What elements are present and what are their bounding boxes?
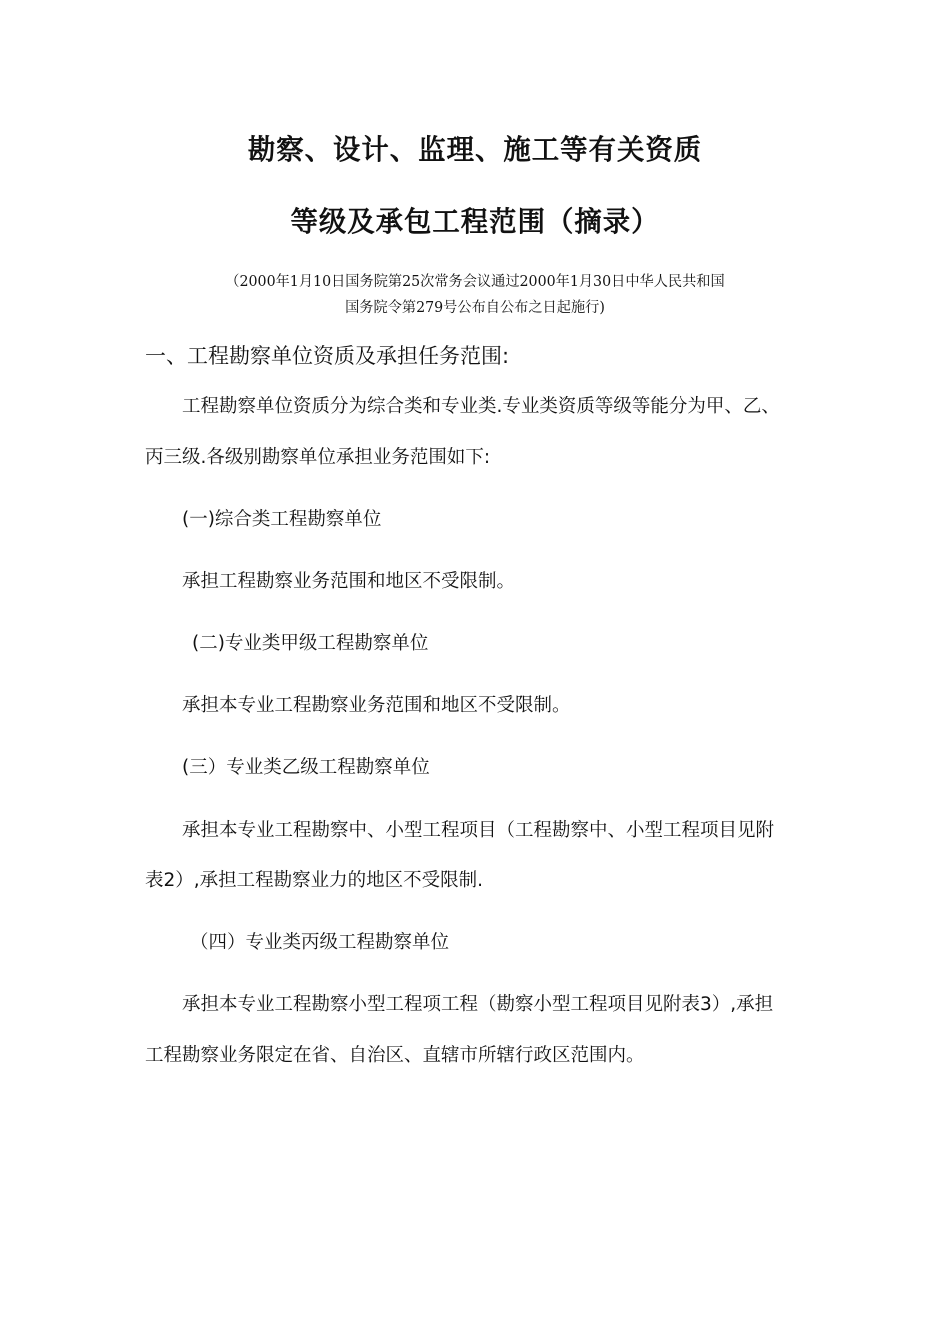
body-line: 工程勘察单位资质分为综合类和专业类.专业类资质等级等能分为甲、乙、	[182, 396, 780, 417]
section-heading: 一、工程勘察单位资质及承担任务范围:	[145, 344, 510, 368]
body-line: 工程勘察业务限定在省、自治区、直辖市所辖行政区范围内。	[145, 1045, 645, 1066]
body-line: 承担工程勘察业务范围和地区不受限制。	[182, 571, 516, 592]
document-subtitle-line2: 国务院令第279号公布自公布之日起施行)	[345, 300, 605, 316]
subsection-heading: (二)专业类甲级工程勘察单位	[192, 633, 429, 654]
subsection-heading: (三）专业类乙级工程勘察单位	[182, 757, 430, 778]
body-line: 承担本专业工程勘察小型工程项工程（勘察小型工程项目见附表3）,承担	[182, 994, 774, 1015]
body-line: 丙三级.各级别勘察单位承担业务范围如下:	[145, 447, 491, 468]
body-line: 承担本专业工程勘察中、小型工程项目（工程勘察中、小型工程项目见附	[182, 820, 775, 841]
document-title-line1: 勘察、设计、监理、施工等有关资质	[247, 133, 703, 166]
body-line: 承担本专业工程勘察业务范围和地区不受限制。	[182, 695, 571, 716]
document-subtitle-line1: （2000年1月10日国务院第25次常务会议通过2000年1月30日中华人民共和国	[225, 274, 725, 290]
subsection-heading: （四）专业类丙级工程勘察单位	[190, 932, 450, 953]
body-line: 表2）,承担工程勘察业力的地区不受限制.	[145, 870, 484, 891]
document-title-line2: 等级及承包工程范围（摘录）	[290, 205, 660, 238]
subsection-heading: (一)综合类工程勘察单位	[182, 509, 382, 530]
